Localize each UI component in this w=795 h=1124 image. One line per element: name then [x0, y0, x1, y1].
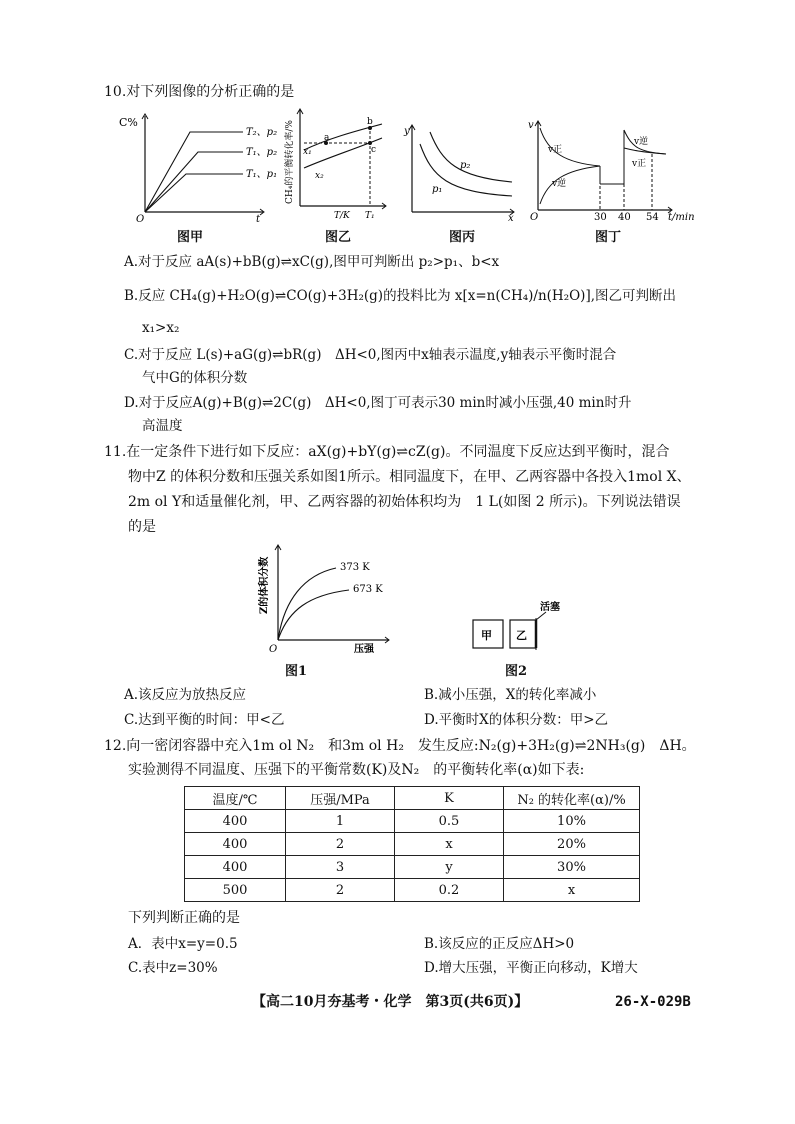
table-header: K [395, 787, 504, 810]
footer-code: 26-X-029B [615, 994, 691, 1010]
fig2-box-jia: 甲 [481, 629, 492, 642]
fig1-origin: O [269, 644, 278, 655]
q11-option-b: B.减小压强，X的转化率减小 [424, 687, 597, 703]
table-cell: x [395, 833, 504, 856]
q10-option-a: A.对于反应 aA(s)+bB(g)⇌xC(g),图甲可判断出 p₂>p₁、b<x [124, 254, 500, 270]
fig-ding-tick-30: 30 [594, 212, 607, 223]
fig-ding-origin: O [530, 212, 539, 223]
table-cell: 0.5 [395, 810, 504, 833]
figure-2 [468, 598, 588, 662]
fig-bing-xlabel: x [508, 213, 514, 224]
fig-yi-curve-x2: x₂ [315, 171, 324, 181]
fig1-curve-373: 373 K [340, 562, 370, 573]
q12-stem-line-1: 12.向一密闭容器中充入1m ol N₂ 和3m ol H₂ 发生反应:N₂(g)+3H₂(g)⇌2NH₃(g) ΔH。 [104, 738, 696, 754]
figure-bing [402, 122, 522, 226]
q11-stem-line-4: 的是 [128, 519, 156, 535]
figure-1 [254, 540, 394, 659]
table-row [185, 856, 640, 879]
fig1-curve-673: 673 K [353, 584, 383, 595]
fig-yi-curve-x1: x₁ [303, 147, 312, 157]
table-row [185, 810, 640, 833]
q10-option-b-cont: x₁>x₂ [142, 320, 180, 336]
table-cell: 400 [185, 833, 286, 856]
figure-ding [526, 118, 706, 227]
q10-option-d: D.对于反应A(g)+B(g)⇌2C(g) ΔH<0,图丁可表示30 min时减小压强,40 min时升 [124, 395, 632, 411]
fig-yi-point-b: b [367, 117, 373, 127]
fig-bing-caption: 图丙 [448, 230, 475, 245]
table-header: 压强/MPa [286, 787, 395, 810]
q12-option-a: A．表中x=y=0.5 [128, 936, 238, 952]
table-cell: 0.2 [395, 879, 504, 902]
fig-yi-tick: T₁ [365, 211, 375, 221]
q11-stem-line-1: 11.在一定条件下进行如下反应：aX(g)+bY(g)⇌cZ(g)。不同温度下反应达到平衡时，混合 [104, 444, 670, 460]
table-row [185, 833, 640, 856]
fig-yi-point-c: c [371, 145, 377, 155]
table-cell: 10% [504, 810, 640, 833]
q11-option-c: C.达到平衡的时间：甲<乙 [124, 712, 285, 728]
q10-option-c-cont: 气中G的体积分数 [142, 370, 248, 386]
fig-yi-point-a: a [324, 133, 330, 143]
fig-yi-ylabel: CH₄的平衡转化率/% [285, 120, 295, 204]
table-cell: x [504, 879, 640, 902]
q12-option-c: C.表中z=30% [128, 960, 218, 976]
q12-stem-line-2: 实验测得不同温度、压强下的平衡常数(K)及N₂ 的平衡转化率(α)如下表: [128, 762, 585, 778]
fig-jia-curve-3: T₁、p₁ [246, 169, 278, 180]
q12-judge: 下列判断正确的是 [128, 910, 240, 926]
fig-ding-caption: 图丁 [594, 230, 621, 245]
figure-jia [118, 110, 278, 229]
fig2-box-yi: 乙 [516, 629, 527, 642]
fig-jia-origin: O [136, 214, 145, 225]
fig1-xlabel: 压强 [354, 644, 374, 655]
figure-yi [282, 106, 392, 230]
k-table [184, 786, 640, 902]
q10-stem: 10.对下列图像的分析正确的是 [104, 84, 295, 100]
fig-yi-caption: 图乙 [324, 230, 351, 245]
fig-jia-curve-1: T₂、p₂ [246, 127, 278, 138]
q11-stem-line-3: 2m ol Y和适量催化剂，甲、乙两容器的初始体积均为 1 L(如图 2 所示)。下列说法错误 [128, 494, 681, 510]
footer-title: 【高二10月夯基考・化学 第3页(共6页)】 [252, 994, 529, 1010]
fig-jia-curve-2: T₁、p₂ [246, 147, 278, 158]
fig-ding-vzheng-1: v正 [548, 145, 563, 155]
table-cell: 1 [286, 810, 395, 833]
fig-yi-xlabel: T/K [334, 211, 350, 221]
table-cell: 2 [286, 879, 395, 902]
q10-option-c: C.对于反应 L(s)+aG(g)⇌bR(g) ΔH<0,图丙中x轴表示温度,y轴表示平衡时混合 [124, 347, 617, 363]
table-header: N₂ 的转化率(α)/% [504, 787, 640, 810]
table-cell: 400 [185, 810, 286, 833]
table-header-row [185, 787, 640, 810]
fig-ding-ylabel: v [528, 120, 534, 131]
q11-stem-line-2: 物中Z 的体积分数和压强关系如图1所示。相同温度下，在甲、乙两容器中各投入1mol X、 [128, 469, 691, 485]
table-cell: 30% [504, 856, 640, 879]
fig-ding-vni-2: v逆 [634, 137, 649, 147]
table-cell: 2 [286, 833, 395, 856]
table-cell: 500 [185, 879, 286, 902]
fig2-piston: 活塞 [540, 602, 560, 613]
fig-bing-ylabel: y [404, 126, 410, 137]
fig-ding-vzheng-2: v正 [632, 159, 647, 169]
fig2-caption: 图2 [504, 664, 528, 679]
fig1-ylabel: Z的体积分数 [259, 556, 270, 614]
q12-option-d: D.增大压强，平衡正向移动，K增大 [424, 960, 638, 976]
q12-option-b: B.该反应的正反应ΔH>0 [424, 936, 575, 952]
fig-ding-xlabel: t/min [668, 212, 695, 223]
fig-bing-curve-p1: p₁ [432, 184, 443, 195]
table-cell: 20% [504, 833, 640, 856]
fig-jia-ylabel: C% [119, 116, 138, 129]
fig1-caption: 图1 [284, 664, 308, 679]
fig-jia-xlabel: t [256, 214, 261, 225]
fig-ding-tick-40: 40 [618, 212, 631, 223]
table-cell: 400 [185, 856, 286, 879]
table-row [185, 879, 640, 902]
q11-option-a: A.该反应为放热反应 [124, 687, 247, 703]
q10-option-d-cont: 高温度 [142, 418, 183, 434]
fig-bing-curve-p2: p₂ [460, 160, 471, 171]
table-cell: 3 [286, 856, 395, 879]
fig-ding-tick-54: 54 [646, 212, 659, 223]
fig-jia-caption: 图甲 [176, 230, 203, 245]
fig-ding-vni-1: v逆 [552, 179, 567, 189]
q10-option-b: B.反应 CH₄(g)+H₂O(g)⇌CO(g)+3H₂(g)的投料比为 x[x=n(CH₄)/n(H₂O)],图乙可判断出 [124, 288, 677, 304]
q11-option-d: D.平衡时X的体积分数：甲>乙 [424, 712, 609, 728]
table-header: 温度/℃ [185, 787, 286, 810]
table-cell: y [395, 856, 504, 879]
